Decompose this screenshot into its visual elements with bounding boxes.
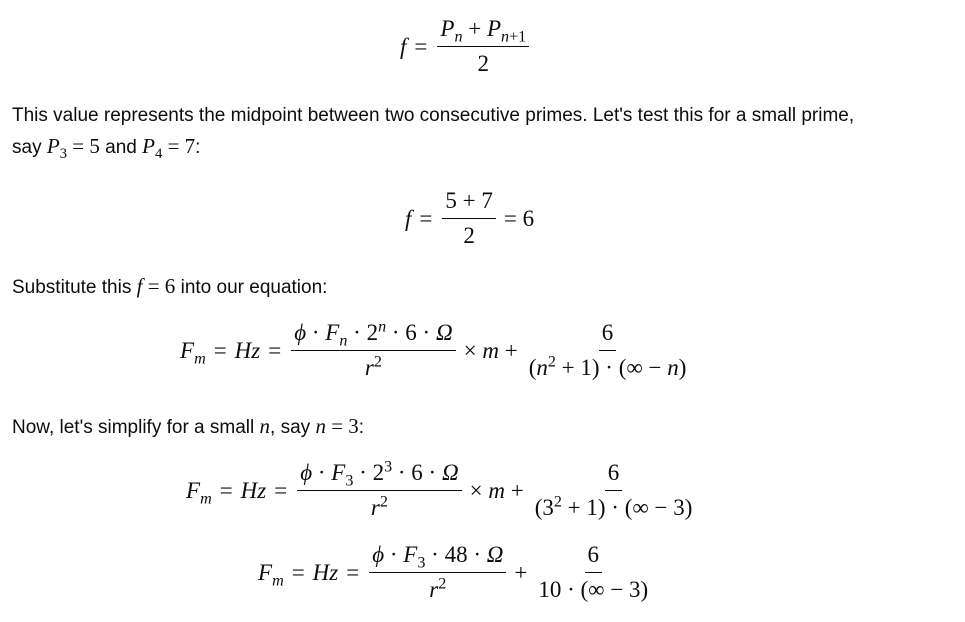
text-colon: : (195, 137, 201, 159)
eq3-fraction-1 (291, 320, 455, 381)
eq2-lhs: f (405, 205, 412, 231)
math-p4: $P_4 = 7$ (142, 134, 196, 163)
text-simplify-say: , say (270, 417, 311, 438)
text-substitute-post: into our equation: (180, 277, 328, 298)
paragraph-simplify (12, 410, 364, 443)
eq4-fraction-1 (297, 460, 461, 521)
eq2-fraction (442, 188, 495, 249)
eq5-fraction-1 (369, 542, 506, 603)
math-n: n (259, 414, 271, 438)
equation-general-fm: $F_m$ = Hz = $\frac{\phi \cdot F_n \cdot 2^n \cdot 6 \cdot \Omega}{r^2}$ × m + $\frac{6}{(n^2 + 1) \cdot (\infty - n)}$ (180, 320, 691, 381)
eq5-denominator-1: $r^2$ (429, 575, 447, 602)
eq3-numerator-2: 6 (599, 320, 617, 351)
eq5-fraction-2 (535, 542, 651, 603)
text-and: and (105, 137, 137, 159)
math-f-equals-6: f = 6 (136, 274, 176, 298)
eq3-numerator-1: $\phi \cdot F_n \cdot 2^n \cdot 6 \cdot \Omega$ (291, 320, 455, 351)
eq3-lhs: $F_m$ (180, 337, 206, 368)
eq4-operator: × m + (469, 477, 524, 503)
eq1-numerator: $P_n + P_{n+1}$ (437, 16, 529, 47)
eq2-equals: = (419, 205, 433, 231)
math-n-equals-3: n = 3 (315, 414, 359, 438)
text-say: say (12, 137, 42, 159)
equation-fm-n3: $F_m$ = Hz = $\frac{\phi \cdot F_3 \cdot 2^3 \cdot 6 \cdot \Omega}{r^2}$ × m + $\frac{6}{(3^2 + 1) \cdot (\infty - 3)}$ (186, 460, 697, 521)
eq5-denominator-2: 10 · (∞ − 3) (538, 577, 649, 602)
eq4-fraction-2 (532, 460, 696, 521)
eq1-lhs: f (400, 33, 407, 59)
eq4-lhs: $F_m$ (186, 477, 212, 508)
eq4-denominator-2: $(3^2 + 1)$ · (∞ − 3) (534, 493, 693, 520)
paragraph-line-2 (12, 130, 854, 163)
math-p3: $P_3 = 5$ (46, 134, 100, 163)
eq3-operator: × m + (463, 337, 518, 363)
eq3-denominator-1: $r^2$ (364, 353, 382, 380)
eq1-fraction (437, 16, 529, 77)
eq2-numerator: 5 + 7 (442, 188, 495, 219)
eq3-denominator-2: $(n^2 + 1)$ · (∞ − n) (528, 353, 687, 380)
paragraph-line-1: This value represents the midpoint between two consecutive primes. Let's test this for a small prime, (12, 105, 855, 126)
eq2-denominator: 2 (463, 223, 475, 248)
equation-midpoint-definition (400, 16, 531, 77)
equation-fm-simplified: $F_m$ = Hz = $\frac{\phi \cdot F_3 \cdot 48 \cdot \Omega}{r^2}$ + $\frac{6}{10 \cdot (\infty - 3)}$ (258, 542, 653, 603)
text-simplify-colon: : (358, 417, 365, 438)
eq4-numerator-2: 6 (605, 460, 623, 491)
eq4-numerator-1: $\phi \cdot F_3 \cdot 2^3 \cdot 6 \cdot \Omega$ (297, 460, 461, 491)
eq5-lhs: $F_m$ (258, 559, 284, 590)
text-simplify-pre: Now, let's simplify for a small (12, 417, 255, 438)
eq1-equals: = (414, 33, 428, 59)
eq2-result: = 6 (503, 205, 535, 231)
eq4-denominator-1: $r^2$ (370, 493, 388, 520)
equation-f-equals-six (405, 188, 534, 249)
eq5-numerator-1: $\phi \cdot F_3 \cdot 48 \cdot \Omega$ (369, 542, 506, 573)
text-substitute-pre: Substitute this (12, 277, 132, 298)
paragraph-midpoint-explanation (12, 101, 854, 163)
eq1-denominator: 2 (477, 51, 490, 76)
eq5-operator: + (514, 559, 528, 585)
eq5-numerator-2: 6 (585, 542, 603, 573)
eq3-fraction-2 (526, 320, 690, 381)
paragraph-substitute (12, 270, 327, 303)
